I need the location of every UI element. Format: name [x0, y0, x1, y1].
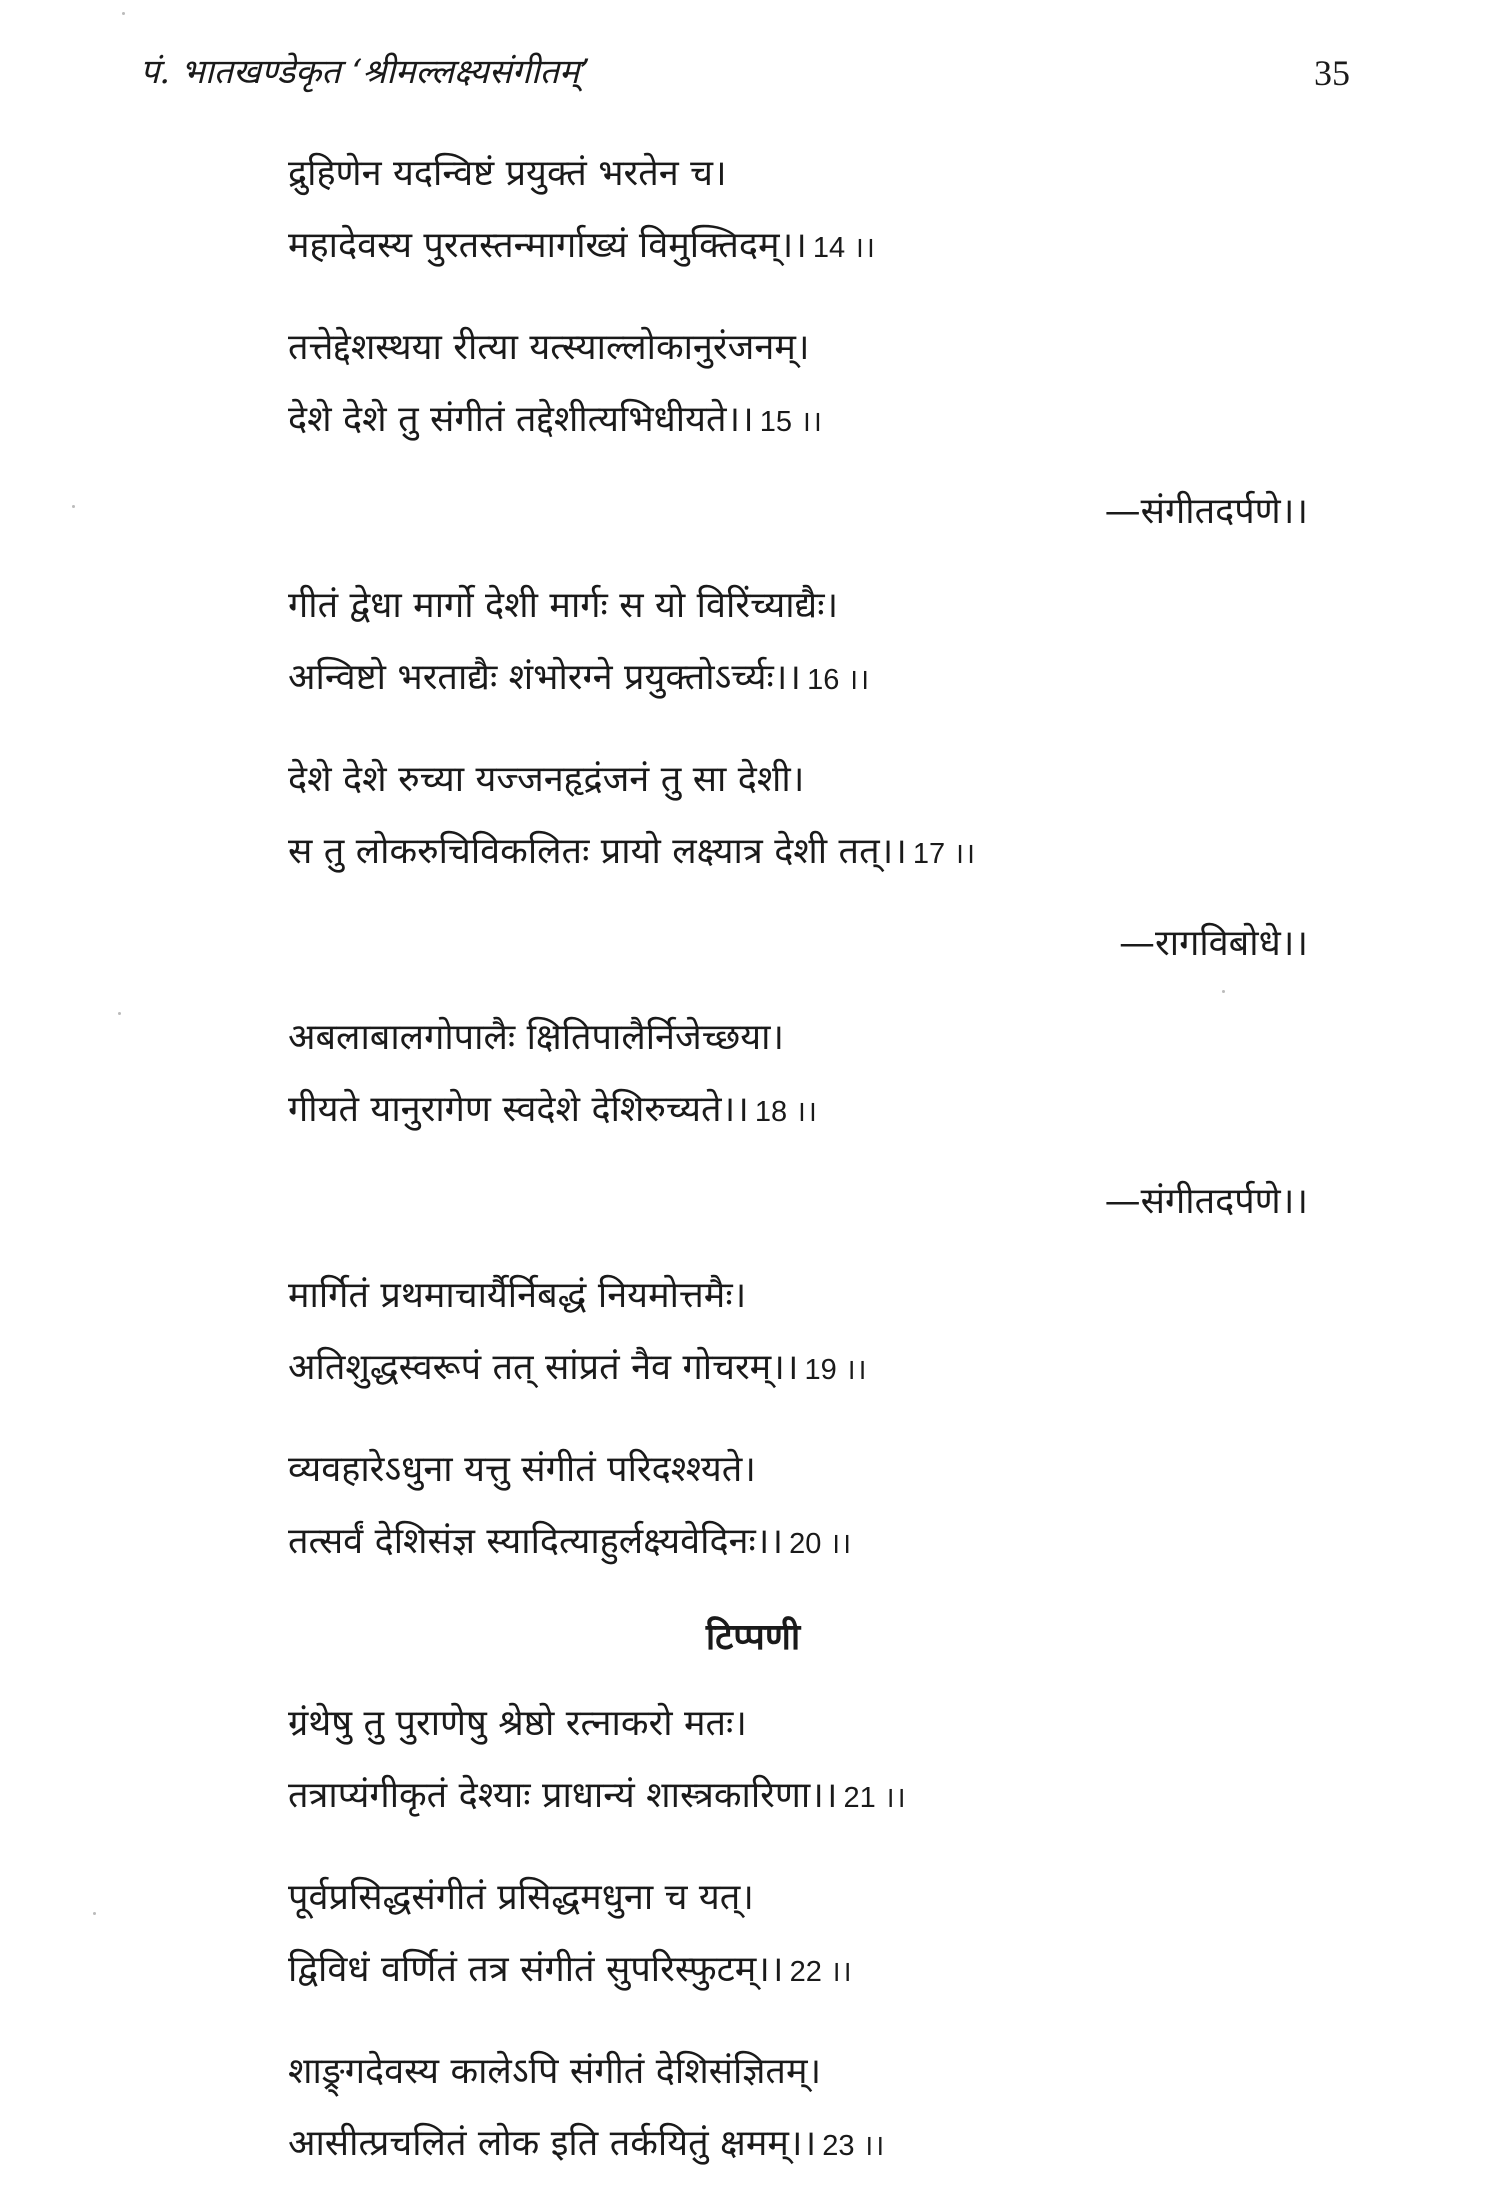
verse-line-text: द्विविधं वर्णितं तत्र संगीतं सुपरिस्फुटम्।।	[288, 1949, 784, 1990]
verse-line: पूर्वप्रसिद्धसंगीतं प्रसिद्धमधुना च यत्।	[288, 1877, 754, 1918]
verse-15	[288, 312, 1368, 458]
verse-line: व्यवहारेऽधुना यत्तु संगीतं परिदश्श्यते।	[288, 1449, 756, 1490]
verse-line-text: स तु लोकरुचिविकलितः प्रायो लक्ष्यात्र देशी तत्।।	[288, 831, 907, 872]
verse-19	[288, 1260, 1368, 1406]
verse-line: शाङ्र्गदेवस्य कालेऽपि संगीतं देशिसंज्ञितम्।	[288, 2051, 822, 2092]
verse-22	[288, 1862, 1368, 2008]
verse-number: 15 ।।	[759, 406, 823, 438]
verse-line	[288, 1506, 1368, 1580]
verse-number: 20 ।।	[789, 1528, 852, 1560]
verse-line: द्रुहिणेन यदन्विष्टं प्रयुक्तं भरतेन च।	[288, 153, 727, 194]
verse-line	[288, 210, 1368, 284]
verse-line: मार्गितं प्रथमाचार्यैर्निबद्धं नियमोत्तमैः।	[288, 1275, 747, 1316]
verse-number: 16 ।।	[807, 664, 870, 696]
verse-body	[288, 138, 1368, 2210]
verse-17	[288, 744, 1368, 890]
verse-line	[288, 1332, 1368, 1406]
running-header-title: पं. भातखण्डेकृत ‘श्रीमल्लक्ष्यसंगीतम्’	[140, 52, 591, 92]
verse-number: 17 ।।	[912, 838, 976, 870]
verse-line-text: अन्विष्टो भरताद्यैः शंभोरग्ने प्रयुक्तोऽर्च्यः।।	[288, 657, 802, 698]
source-citation: —रागविबोधे।।	[1119, 923, 1308, 964]
verse-number: 21 ।।	[843, 1782, 906, 1814]
verse-line-text: तत्राप्यंगीकृतं देश्याः प्राधान्यं शास्त्रकारिणा।।	[288, 1775, 838, 1816]
verse-number: 19 ।।	[804, 1354, 867, 1386]
verse-16	[288, 570, 1368, 716]
verse-20	[288, 1434, 1368, 1580]
verse-number: 22 ।।	[789, 1956, 852, 1988]
verse-line: तत्तेद्देशस्थया रीत्या यत्स्याल्लोकानुरंजनम्।	[288, 327, 810, 368]
verse-line-text: आसीत्प्रचलितं लोक इति तर्कयितुं क्षमम्।।	[288, 2123, 817, 2164]
verse-number: 14 ।।	[812, 232, 876, 264]
verse-line	[288, 384, 1368, 458]
scan-speck	[1222, 990, 1225, 993]
verse-line	[288, 1760, 1368, 1834]
verse-line-text: गीयते यानुरागेण स्वदेशे देशिरुच्यते।।	[288, 1089, 749, 1130]
verse-line-text: अतिशुद्धस्वरूपं तत् सांप्रतं नैव गोचरम्।।	[288, 1347, 799, 1388]
scan-speck	[122, 12, 125, 15]
verse-line	[288, 2108, 1368, 2182]
verse-line	[288, 1934, 1368, 2008]
scan-speck	[118, 1012, 121, 1015]
verse-23	[288, 2036, 1368, 2182]
source-citation: —संगीतदर्पणे।।	[1104, 1181, 1308, 1222]
verse-21	[288, 1688, 1368, 1834]
verse-line-text: तत्सर्वं देशिसंज्ञ स्यादित्याहुर्लक्ष्यवेदिनः।।	[288, 1521, 784, 1562]
scan-speck	[93, 1912, 96, 1915]
verse-line-text: महादेवस्य पुरतस्तन्मार्गाख्यं विमुक्तिदम्।।	[288, 225, 807, 266]
verse-line	[288, 816, 1368, 890]
scan-speck	[72, 505, 75, 508]
verse-line: गीतं द्वेधा मार्गो देशी मार्गः स यो विरिंच्याद्यैः।	[288, 585, 839, 626]
verse-line: अबलाबालगोपालैः क्षितिपालैर्निजेच्छया।	[288, 1017, 785, 1058]
verse-line	[288, 642, 1368, 716]
verse-number: 18 ।।	[754, 1096, 818, 1128]
verse-number: 23 ।।	[822, 2130, 885, 2162]
verse-line-text: देशे देशे तु संगीतं तद्देशीत्यभिधीयते।।	[288, 399, 754, 440]
verse-line: ग्रंथेषु तु पुराणेषु श्रेष्ठो रत्नाकरो मतः।	[288, 1703, 747, 1744]
verse-line	[288, 1074, 1368, 1148]
page-number: 35	[1314, 53, 1350, 93]
source-citation: —संगीतदर्पणे।।	[1104, 491, 1308, 532]
verse-14	[288, 138, 1368, 284]
verse-line: देशे देशे रुच्या यज्जनहृद्रंजनं तु सा देशी।	[288, 759, 805, 800]
verse-18	[288, 1002, 1368, 1148]
section-heading: टिप्पणी	[705, 1617, 801, 1658]
